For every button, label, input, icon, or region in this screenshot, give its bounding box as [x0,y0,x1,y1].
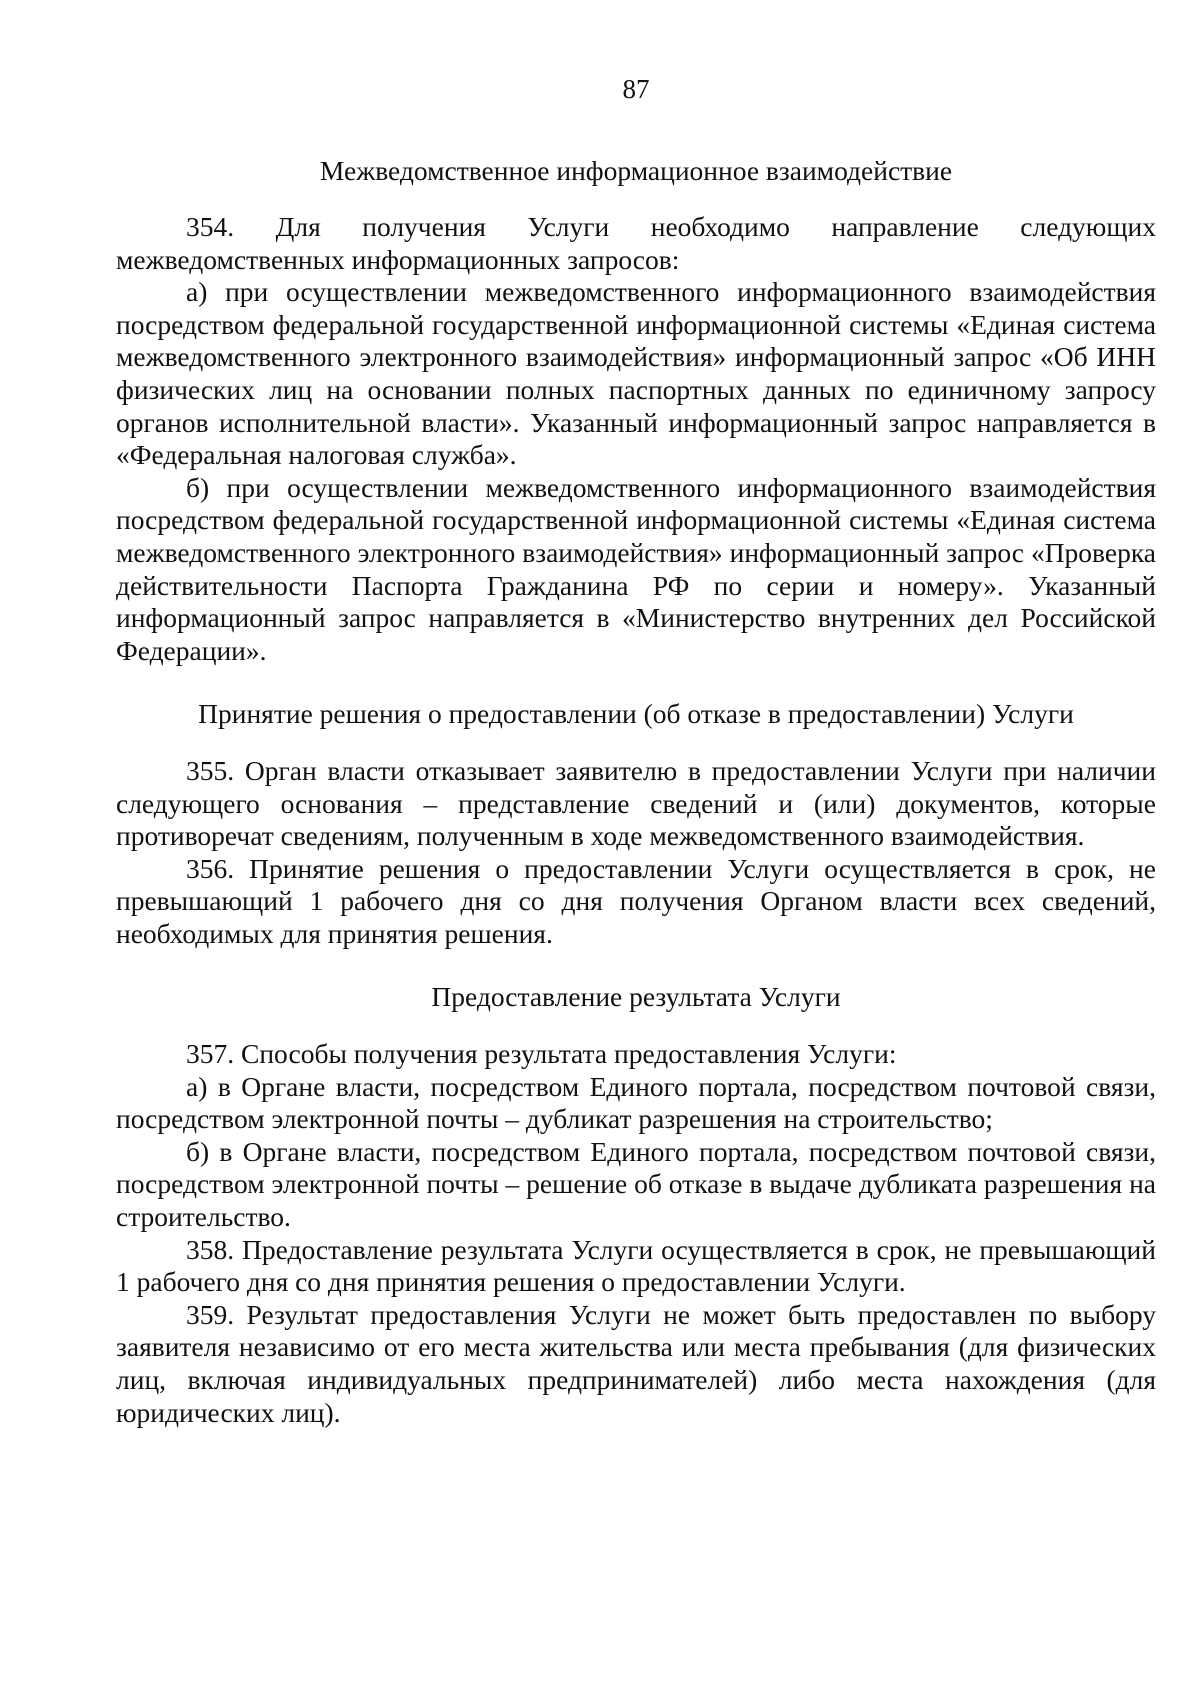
section-heading-result-delivery: Предоставление результата Услуги [431,981,841,1012]
section-heading-decision: Принятие решения о предоставлении (об отказе в предоставлении) Услуги [198,698,1074,729]
paragraph-355: 355. Орган власти отказывает заявителю в предоставлении Услуги при наличии следующего основания – представление сведений и (или) документов, которые противоречат сведениям, полученным в ходе межведомственного взаимодействия. [116,755,1156,852]
section-body-result-delivery [116,1038,1156,1429]
paragraph-357: 357. Способы получения результата предоставления Услуги: [186,1038,897,1069]
paragraph-354: 354. Для получения Услуги необходимо направление следующих межведомственных информационных запросов: [116,211,1156,275]
section-heading-interagency-interaction: Межведомственное информационное взаимодействие [319,155,953,186]
paragraph-357-b: б) в Органе власти, посредством Единого портала, посредством почтовой связи, посредством электронной почты – решение об отказе в выдаче дубликата разрешения на строительство. [116,1135,1156,1232]
page-number: 87 [622,74,650,104]
paragraph-358: 358. Предоставление результата Услуги осуществляется в срок, не превышающий 1 рабочего дня со дня принятия решения о предоставлении Услуги. [116,1233,1156,1298]
paragraph-359: 359. Результат предоставления Услуги не может быть предоставлен по выбору заявителя независимо от его места жительства или места пребывания (для физических лиц, включая индивидуальных предпринимателей) либо места нахождения (для юридических лиц). [116,1298,1156,1428]
section-body-interagency-interaction [116,211,1156,667]
paragraph-357-a: а) в Органе власти, посредством Единого портала, посредством почтовой связи, посредством электронной почты – дубликат разрешения на строительство; [116,1070,1156,1135]
paragraph-354-b: б) при осуществлении межведомственного информационного взаимодействия посредством федеральной государственной информационной системы «Единая система межведомственного электронного взаимодействия» информационный запрос «Проверка действительности Паспорта Гражданина РФ по серии и номеру». Указанный информационный запрос направляется в «Министерство внутренних дел Российской Федерации». [116,471,1156,666]
paragraph-356: 356. Принятие решения о предоставлении Услуги осуществляется в срок, не превышающий 1 рабочего дня со дня получения Органом власти всех сведений, необходимых для принятия решения. [116,852,1156,949]
section-body-decision [116,755,1156,951]
paragraph-354-a: а) при осуществлении межведомственного информационного взаимодействия посредством федеральной государственной информационной системы «Единая система межведомственного электронного взаимодействия» информационный запрос «Об ИНН физических лиц на основании полных паспортных данных по единичному запросу органов исполнительной власти». Указанный информационный запрос направляется в «Федеральная налоговая служба». [116,276,1156,471]
